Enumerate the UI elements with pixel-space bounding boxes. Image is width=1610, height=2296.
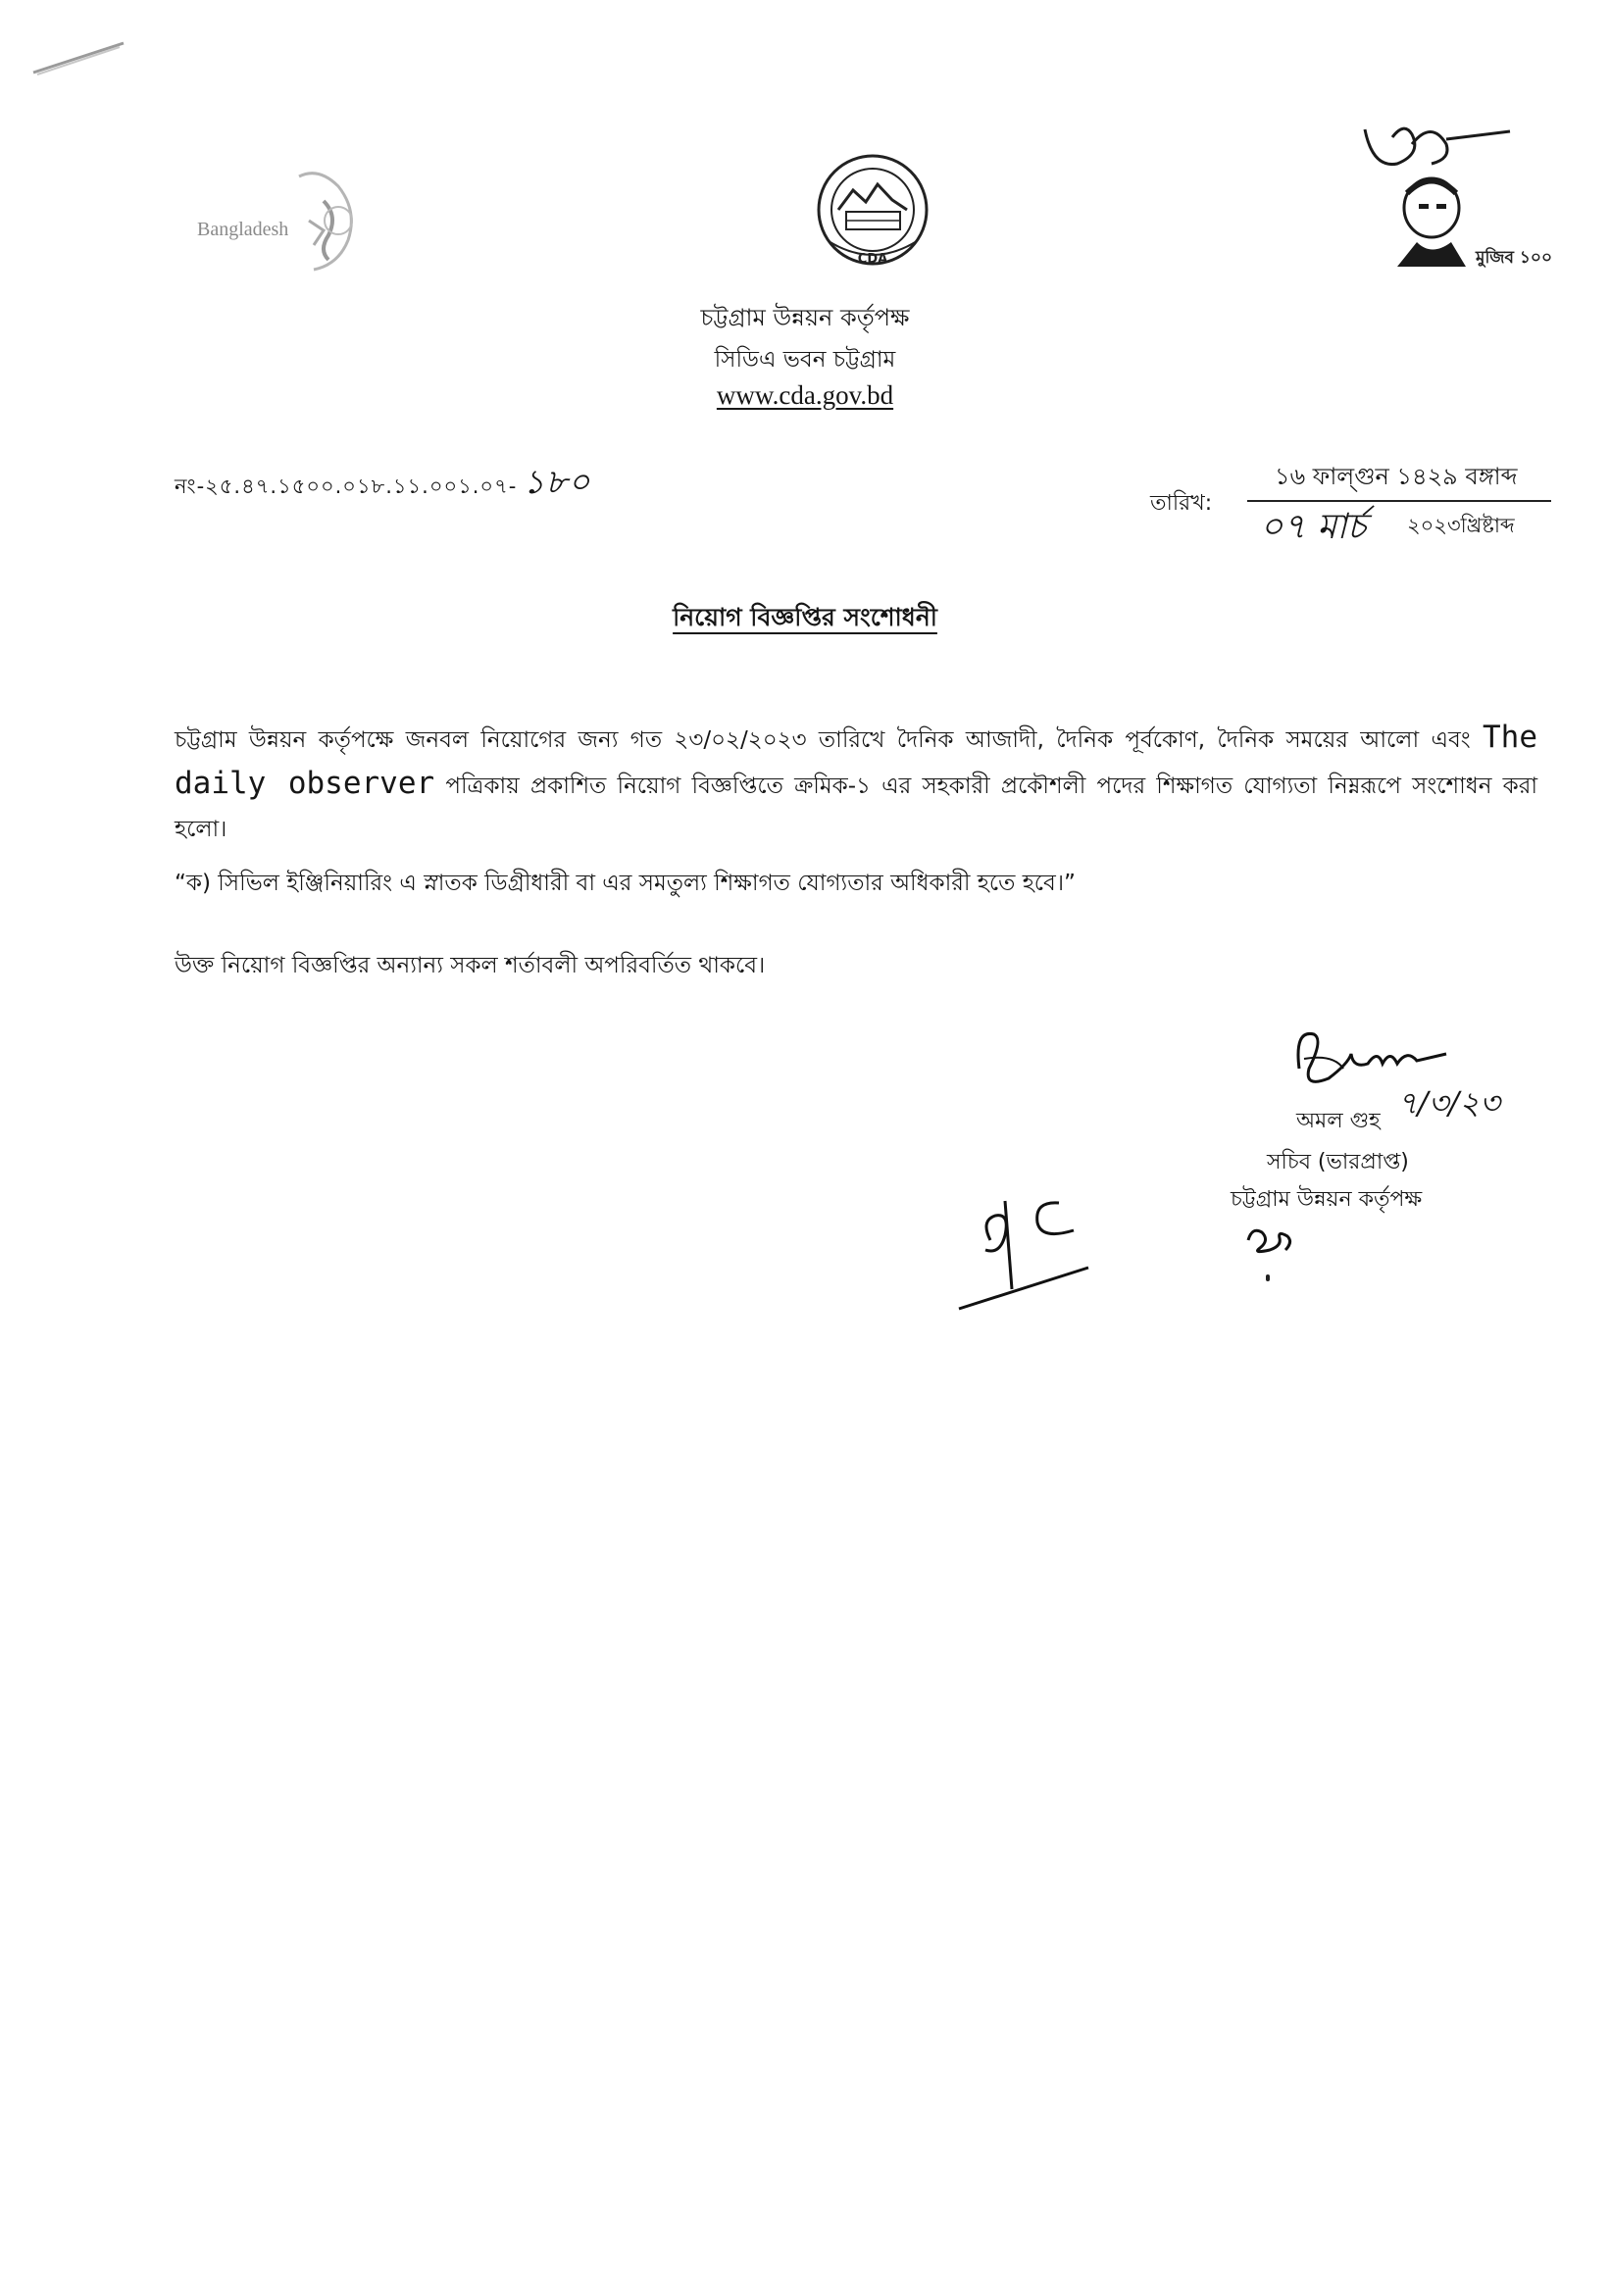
date-gregorian: ২০২৩খ্রিষ্টাব্দ [1407, 514, 1515, 537]
amendment-quote: “ক) সিভিল ইঞ্জিনিয়ারিং এ স্নাতক ডিগ্রীধারী বা এর সমতুল্য শিক্ষাগত যোগ্যতার অধিকারী হতে হবে।” [175, 871, 1076, 896]
bangladesh-logo-text: Bangladesh [197, 219, 289, 240]
signature-date: ৭/৩/২৩ [1397, 1084, 1500, 1122]
memo-number-prefix: নং-২৫.৪৭.১৫০০.০১৮.১১.০০১.০৭- [175, 474, 518, 498]
ink-dot [1266, 1274, 1270, 1281]
newspaper-name: The daily observer [175, 720, 1537, 801]
date-label: তারিখ: [1150, 491, 1213, 516]
bangladesh-logo [191, 162, 417, 289]
date-handwritten: ০৭ মার্চ [1260, 507, 1367, 547]
handwritten-initial-left [951, 1162, 1118, 1319]
body-paragraph [175, 716, 1537, 851]
memo-number-handwritten: ১৮০ [523, 463, 591, 502]
initials-mark [1240, 1221, 1299, 1260]
mujib-100-logo [1358, 110, 1554, 276]
closing-line: উক্ত নিয়োগ বিজ্ঞপ্তির অন্যান্য সকল শর্তাবলী অপরিবর্তিত থাকবে। [175, 953, 766, 978]
mujib-100-text: মুজিব ১০০ [1476, 248, 1553, 268]
body-text-part2: পত্রিকায় প্রকাশিত নিয়োগ বিজ্ঞপ্তিতে ক্রমিক-১ এর সহকারী প্রকৌশলী পদের শিক্ষাগত যোগ্যতা নিম্নরূপে সংশোধন করা হলো। [175, 774, 1538, 842]
organization-name: চট্টগ্রাম উন্নয়ন কর্তৃপক্ষ [700, 304, 910, 331]
organization-address: সিডিএ ভবন চট্টগ্রাম [714, 347, 896, 373]
date-bengali: ১৬ ফাল্গুন ১৪২৯ বঙ্গাব্দ [1275, 463, 1518, 490]
organization-website [0, 380, 1610, 411]
signatory-name: অমল গুহ [1296, 1109, 1381, 1133]
body-text-part1: চট্টগ্রাম উন্নয়ন কর্তৃপক্ষে জনবল নিয়োগের জন্য গত ২৩/০২/২০২৩ তারিখে দৈনিক আজাদী, দৈনিক পূর্বকোণ, দৈনিক সময়ের আলো এবং [175, 727, 1471, 753]
signatory-office: চট্টগ্রাম উন্নয়ন কর্তৃপক্ষ [1231, 1187, 1423, 1212]
signatory-designation: সচিব (ভারপ্রাপ্ত) [1267, 1150, 1409, 1174]
document-heading [0, 598, 1610, 640]
memo-number [175, 457, 591, 513]
scan-scratch-mark [29, 37, 127, 76]
website-link[interactable]: www.cda.gov.bd [716, 380, 894, 410]
cda-logo-text: CDA [857, 252, 888, 267]
cda-logo [799, 153, 946, 273]
heading-text: নিয়োগ বিজ্ঞপ্তির সংশোধনী [673, 603, 937, 631]
